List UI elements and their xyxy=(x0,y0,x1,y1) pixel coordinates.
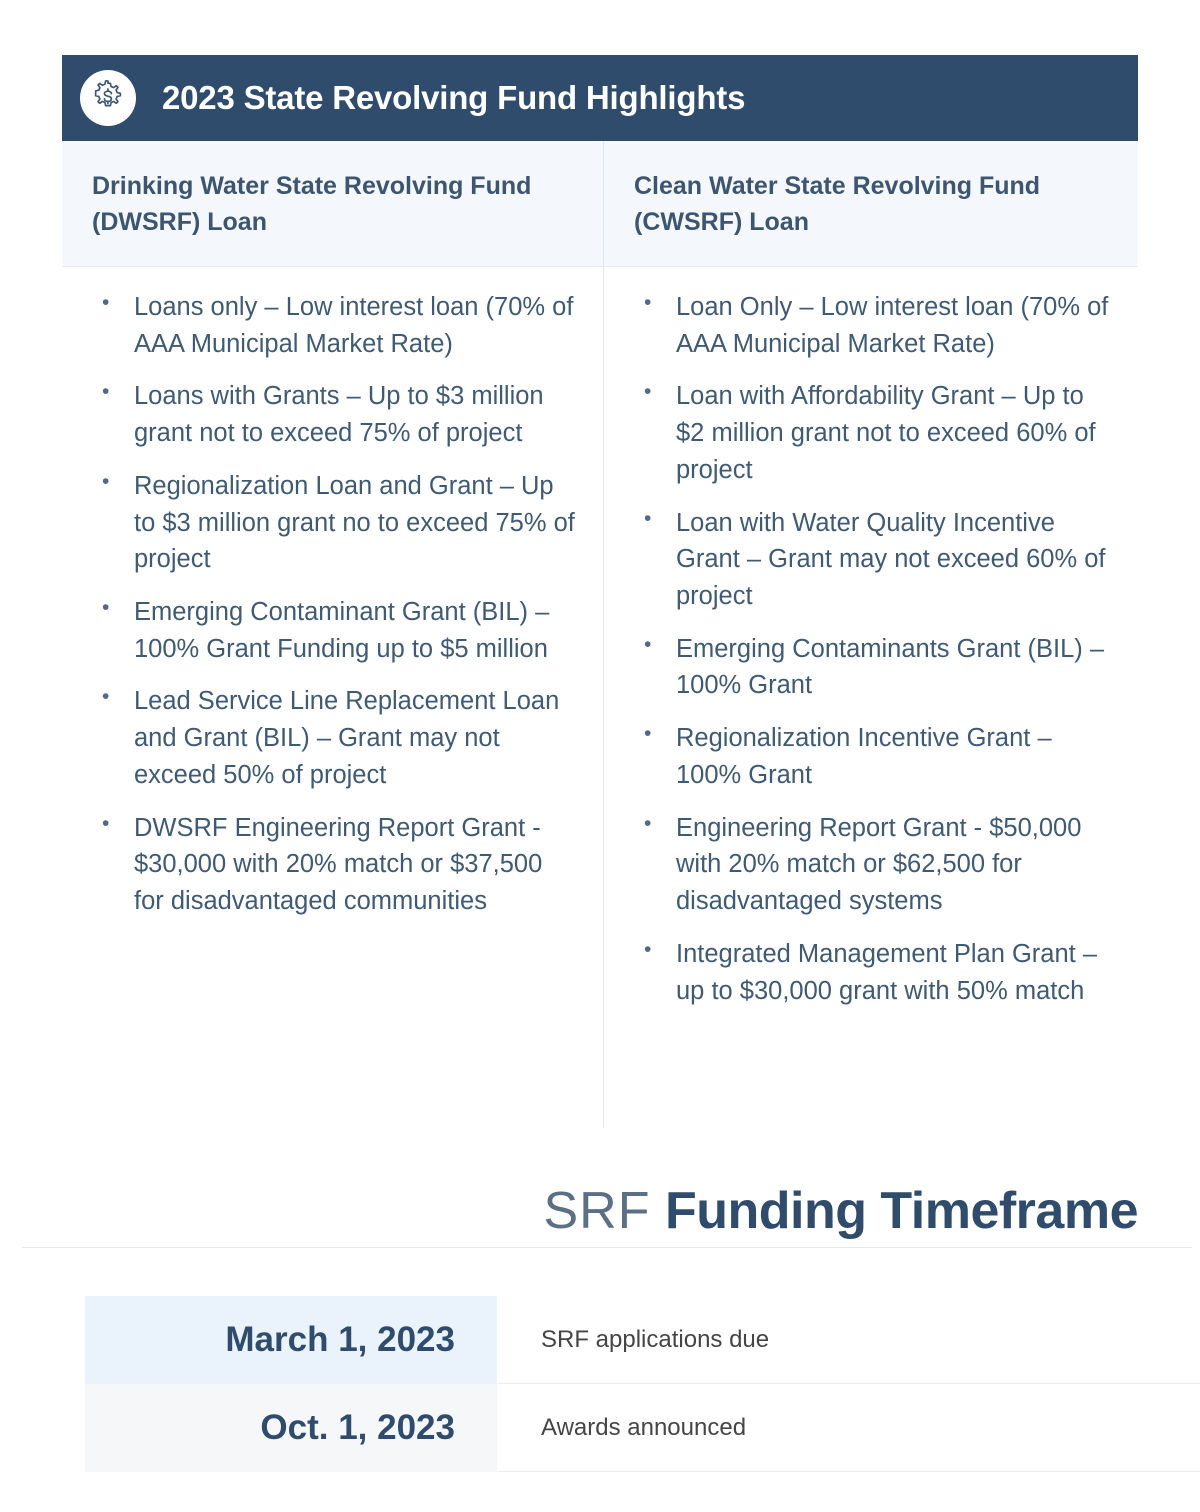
timeframe-divider xyxy=(22,1247,1192,1248)
list-item: • Lead Service Line Replacement Loan and Grant (BIL) – Grant may not exceed 50% of project xyxy=(88,683,577,793)
column-body-cwsrf xyxy=(604,267,1138,1127)
list-item: • Emerging Contaminant Grant (BIL) – 100% Grant Funding up to $5 million xyxy=(88,594,577,667)
column-bodies-row xyxy=(62,267,1138,1127)
list-item: • Integrated Management Plan Grant – up to $30,000 grant with 50% match xyxy=(630,936,1112,1009)
timeframe-description: Awards announced xyxy=(497,1384,1200,1472)
list-item: • Loan with Water Quality Incentive Grant – Grant may not exceed 60% of project xyxy=(630,505,1112,615)
timeframe-rows xyxy=(0,1296,1200,1472)
column-headings-row xyxy=(62,141,1138,267)
cwsrf-bullet-list xyxy=(630,289,1112,1009)
list-item: • Engineering Report Grant - $50,000 with 20% match or $62,500 for disadvantaged systems xyxy=(630,810,1112,920)
highlights-header-bar xyxy=(62,55,1138,141)
timeframe-title-bold: Funding Timeframe xyxy=(664,1182,1138,1240)
column-heading-dwsrf: Drinking Water State Revolving Fund (DWSRF) Loan xyxy=(62,141,604,266)
table-row xyxy=(0,1296,1200,1384)
srf-funding-timeframe-section xyxy=(0,1182,1200,1472)
timeframe-date: March 1, 2023 xyxy=(85,1296,497,1384)
srf-highlights-table xyxy=(62,55,1138,1127)
timeframe-title xyxy=(0,1182,1200,1247)
gear-dollar-icon xyxy=(80,70,136,126)
column-body-dwsrf xyxy=(62,267,604,1127)
list-item: • Loan Only – Low interest loan (70% of AAA Municipal Market Rate) xyxy=(630,289,1112,362)
timeframe-date: Oct. 1, 2023 xyxy=(85,1384,497,1472)
list-item: • Loan with Affordability Grant – Up to $2 million grant not to exceed 60% of project xyxy=(630,378,1112,488)
list-item: • Loans with Grants – Up to $3 million grant not to exceed 75% of project xyxy=(88,378,577,451)
page-title: 2023 State Revolving Fund Highlights xyxy=(162,79,746,116)
list-item: • Emerging Contaminants Grant (BIL) – 100% Grant xyxy=(630,631,1112,704)
column-heading-cwsrf: Clean Water State Revolving Fund (CWSRF) Loan xyxy=(634,172,1041,236)
dwsrf-bullet-list xyxy=(88,289,577,920)
timeframe-title-thin: SRF xyxy=(543,1182,651,1240)
list-item: • Regionalization Loan and Grant – Up to $3 million grant no to exceed 75% of project xyxy=(88,468,577,578)
list-item: • Loans only – Low interest loan (70% of AAA Municipal Market Rate) xyxy=(88,289,577,362)
list-item: • DWSRF Engineering Report Grant - $30,000 with 20% match or $37,500 for disadvantaged communities xyxy=(88,810,577,920)
timeframe-description: SRF applications due xyxy=(497,1296,1200,1384)
table-row xyxy=(0,1384,1200,1472)
list-item: • Regionalization Incentive Grant – 100% Grant xyxy=(630,720,1112,793)
